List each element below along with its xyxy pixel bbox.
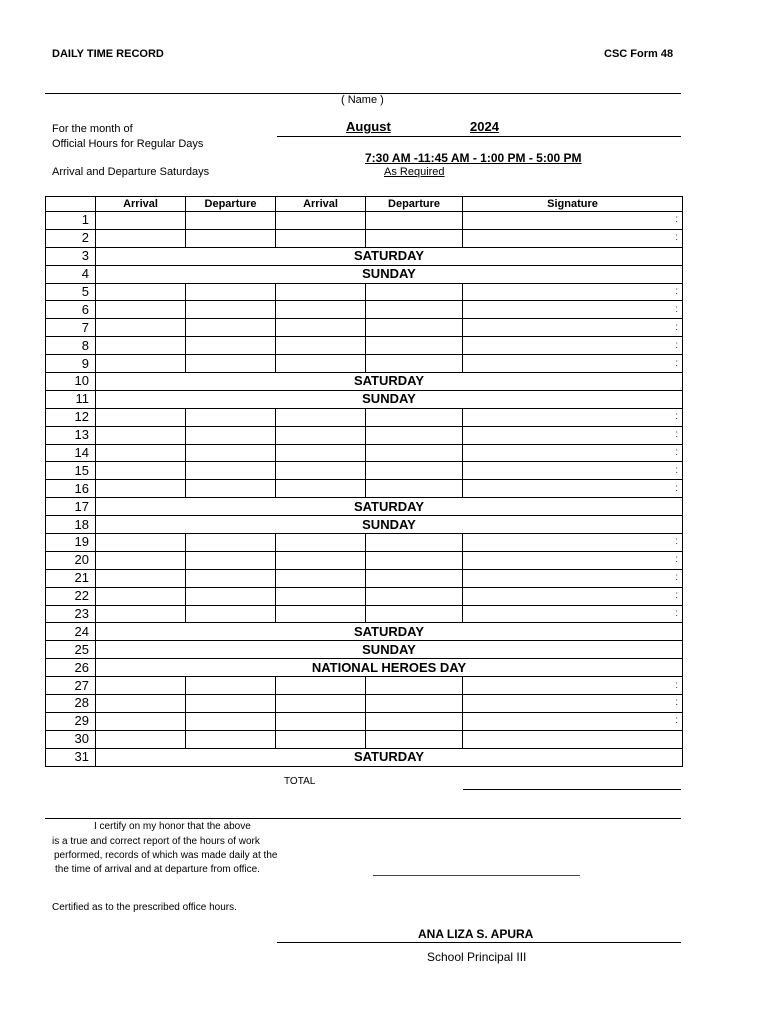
day-note: SUNDAY [96, 390, 683, 408]
pm-departure-cell[interactable] [366, 229, 463, 247]
pm-arrival-cell[interactable] [276, 462, 366, 480]
saturday-value: As Required [384, 166, 445, 178]
column-header: Departure [186, 197, 276, 212]
day-number: 15 [46, 462, 96, 480]
am-arrival-cell[interactable] [96, 587, 186, 605]
table-row [46, 587, 683, 605]
total-label: TOTAL [284, 776, 316, 787]
day-number: 24 [46, 623, 96, 641]
pm-arrival-cell[interactable] [276, 355, 366, 373]
am-departure-cell[interactable] [186, 605, 276, 623]
table-row [46, 319, 683, 337]
table-row [46, 748, 683, 766]
pm-arrival-cell[interactable] [276, 480, 366, 498]
pm-departure-cell[interactable] [366, 534, 463, 552]
am-departure-cell[interactable] [186, 355, 276, 373]
pm-arrival-cell[interactable] [276, 551, 366, 569]
pm-arrival-cell[interactable] [276, 444, 366, 462]
table-row [46, 480, 683, 498]
day-number: 31 [46, 748, 96, 766]
am-arrival-cell[interactable] [96, 551, 186, 569]
am-arrival-cell[interactable] [96, 695, 186, 713]
am-arrival-cell[interactable] [96, 355, 186, 373]
am-arrival-cell[interactable] [96, 730, 186, 748]
table-row [46, 283, 683, 301]
signature-cell[interactable]: : [463, 229, 683, 247]
am-arrival-cell[interactable] [96, 337, 186, 355]
table-row [46, 390, 683, 408]
column-header: Departure [366, 197, 463, 212]
column-header: Arrival [276, 197, 366, 212]
office-hours-label: Official Hours for Regular Days [52, 138, 204, 150]
pm-departure-cell[interactable] [366, 605, 463, 623]
day-number: 17 [46, 498, 96, 516]
signature-cell[interactable]: : [463, 426, 683, 444]
am-departure-cell[interactable] [186, 212, 276, 230]
am-arrival-cell[interactable] [96, 319, 186, 337]
day-number: 5 [46, 283, 96, 301]
am-departure-cell[interactable] [186, 480, 276, 498]
column-header: Arrival [96, 197, 186, 212]
day-note: SATURDAY [96, 498, 683, 516]
signature-cell[interactable]: : [463, 587, 683, 605]
pm-arrival-cell[interactable] [276, 408, 366, 426]
table-row [46, 712, 683, 730]
pm-departure-cell[interactable] [366, 212, 463, 230]
saturday-label: Arrival and Departure Saturdays [52, 166, 210, 178]
day-note: SUNDAY [96, 641, 683, 659]
signature-cell[interactable]: : [463, 534, 683, 552]
pm-arrival-cell[interactable] [276, 605, 366, 623]
am-departure-cell[interactable] [186, 444, 276, 462]
am-departure-cell[interactable] [186, 569, 276, 587]
pm-departure-cell[interactable] [366, 551, 463, 569]
am-departure-cell[interactable] [186, 551, 276, 569]
pm-departure-cell[interactable] [366, 569, 463, 587]
pm-departure-cell[interactable] [366, 408, 463, 426]
form-number: CSC Form 48 [604, 48, 674, 60]
pm-arrival-cell[interactable] [276, 229, 366, 247]
day-number: 23 [46, 605, 96, 623]
day-number: 6 [46, 301, 96, 319]
table-row [46, 301, 683, 319]
day-number: 8 [46, 337, 96, 355]
day-number: 4 [46, 265, 96, 283]
table-row [46, 373, 683, 391]
am-arrival-cell[interactable] [96, 605, 186, 623]
signature-cell[interactable]: : [463, 212, 683, 230]
table-row [46, 426, 683, 444]
day-number: 27 [46, 677, 96, 695]
pm-arrival-cell[interactable] [276, 283, 366, 301]
day-number: 3 [46, 247, 96, 265]
day-number: 28 [46, 695, 96, 713]
table-row [46, 247, 683, 265]
am-arrival-cell[interactable] [96, 408, 186, 426]
table-row [46, 534, 683, 552]
signature-cell[interactable]: : [463, 605, 683, 623]
am-departure-cell[interactable] [186, 462, 276, 480]
am-departure-cell[interactable] [186, 587, 276, 605]
day-number: 11 [46, 390, 96, 408]
table-row [46, 605, 683, 623]
signature-cell[interactable]: : [463, 444, 683, 462]
am-arrival-cell[interactable] [96, 444, 186, 462]
table-row [46, 265, 683, 283]
day-number: 20 [46, 551, 96, 569]
pm-departure-cell[interactable] [366, 301, 463, 319]
day-number: 26 [46, 659, 96, 677]
signature-cell[interactable]: : [463, 408, 683, 426]
pm-arrival-cell[interactable] [276, 677, 366, 695]
table-row [46, 408, 683, 426]
form-title: DAILY TIME RECORD [52, 48, 164, 60]
signature-cell[interactable]: : [463, 677, 683, 695]
am-departure-cell[interactable] [186, 677, 276, 695]
table-row [46, 623, 683, 641]
pm-departure-cell[interactable] [366, 480, 463, 498]
day-note: NATIONAL HEROES DAY [96, 659, 683, 677]
am-arrival-cell[interactable] [96, 712, 186, 730]
pm-departure-cell[interactable] [366, 712, 463, 730]
day-number: 21 [46, 569, 96, 587]
pm-arrival-cell[interactable] [276, 534, 366, 552]
am-departure-cell[interactable] [186, 229, 276, 247]
signature-cell[interactable]: : [463, 283, 683, 301]
pm-departure-cell[interactable] [366, 730, 463, 748]
am-arrival-cell[interactable] [96, 212, 186, 230]
am-arrival-cell[interactable] [96, 534, 186, 552]
certification-divider [45, 818, 681, 819]
signatory-position: School Principal III [427, 950, 527, 964]
am-arrival-cell[interactable] [96, 462, 186, 480]
month-value: August [346, 119, 391, 134]
pm-departure-cell[interactable] [366, 426, 463, 444]
signature-cell[interactable]: : [463, 551, 683, 569]
am-departure-cell[interactable] [186, 337, 276, 355]
day-number: 10 [46, 373, 96, 391]
table-row [46, 229, 683, 247]
day-note: SATURDAY [96, 373, 683, 391]
am-arrival-cell[interactable] [96, 569, 186, 587]
table-header-row [46, 197, 683, 212]
pm-arrival-cell[interactable] [276, 730, 366, 748]
table-row [46, 462, 683, 480]
day-number: 7 [46, 319, 96, 337]
am-arrival-cell[interactable] [96, 480, 186, 498]
name-caption: ( Name ) [341, 94, 384, 106]
signatory-name: ANA LIZA S. APURA [418, 927, 534, 941]
table-row [46, 498, 683, 516]
day-note: SUNDAY [96, 516, 683, 534]
certification-line-2: is a true and correct report of the hours of work [52, 836, 260, 847]
verified-statement: Certified as to the prescribed office hours. [52, 902, 237, 913]
am-departure-cell[interactable] [186, 426, 276, 444]
signatory-line [277, 942, 681, 943]
table-row [46, 695, 683, 713]
day-column-header [46, 197, 96, 212]
am-arrival-cell[interactable] [96, 283, 186, 301]
pm-departure-cell[interactable] [366, 319, 463, 337]
pm-departure-cell[interactable] [366, 677, 463, 695]
day-number: 22 [46, 587, 96, 605]
day-number: 9 [46, 355, 96, 373]
table-row [46, 444, 683, 462]
pm-arrival-cell[interactable] [276, 212, 366, 230]
day-number: 18 [46, 516, 96, 534]
signature-cell[interactable]: : [463, 480, 683, 498]
day-note: SUNDAY [96, 265, 683, 283]
pm-departure-cell[interactable] [366, 337, 463, 355]
certification-line-1: I certify on my honor that the above [94, 821, 251, 832]
pm-arrival-cell[interactable] [276, 426, 366, 444]
signature-cell[interactable]: : [463, 695, 683, 713]
day-note: SATURDAY [96, 247, 683, 265]
day-number: 2 [46, 229, 96, 247]
table-row [46, 659, 683, 677]
pm-departure-cell[interactable] [366, 462, 463, 480]
am-arrival-cell[interactable] [96, 426, 186, 444]
total-line [463, 789, 681, 790]
pm-departure-cell[interactable] [366, 587, 463, 605]
day-note: SATURDAY [96, 623, 683, 641]
am-departure-cell[interactable] [186, 730, 276, 748]
am-departure-cell[interactable] [186, 283, 276, 301]
certification-line-4: the time of arrival and at departure from office. [55, 864, 260, 875]
pm-arrival-cell[interactable] [276, 695, 366, 713]
day-note: SATURDAY [96, 748, 683, 766]
day-number: 30 [46, 730, 96, 748]
am-arrival-cell[interactable] [96, 229, 186, 247]
table-row [46, 641, 683, 659]
signature-cell[interactable]: : [463, 462, 683, 480]
pm-departure-cell[interactable] [366, 444, 463, 462]
day-number: 1 [46, 212, 96, 230]
table-row [46, 355, 683, 373]
month-label: For the month of [52, 123, 133, 135]
day-number: 14 [46, 444, 96, 462]
day-number: 13 [46, 426, 96, 444]
month-line [277, 136, 681, 137]
pm-arrival-cell[interactable] [276, 569, 366, 587]
pm-departure-cell[interactable] [366, 695, 463, 713]
day-number: 29 [46, 712, 96, 730]
pm-arrival-cell[interactable] [276, 301, 366, 319]
signature-cell[interactable]: : [463, 301, 683, 319]
table-row [46, 677, 683, 695]
table-row [46, 337, 683, 355]
column-header: Signature [463, 197, 683, 212]
pm-departure-cell[interactable] [366, 283, 463, 301]
am-departure-cell[interactable] [186, 695, 276, 713]
table-row [46, 212, 683, 230]
year-value: 2024 [470, 119, 499, 134]
signature-cell[interactable]: : [463, 319, 683, 337]
day-number: 19 [46, 534, 96, 552]
time-record-table [45, 196, 683, 767]
day-number: 25 [46, 641, 96, 659]
signature-cell[interactable]: : [463, 355, 683, 373]
am-departure-cell[interactable] [186, 534, 276, 552]
pm-arrival-cell[interactable] [276, 712, 366, 730]
pm-arrival-cell[interactable] [276, 587, 366, 605]
am-arrival-cell[interactable] [96, 677, 186, 695]
signature-cell[interactable]: : [463, 337, 683, 355]
am-departure-cell[interactable] [186, 712, 276, 730]
pm-departure-cell[interactable] [366, 355, 463, 373]
am-departure-cell[interactable] [186, 319, 276, 337]
day-number: 12 [46, 408, 96, 426]
table-row [46, 730, 683, 748]
am-arrival-cell[interactable] [96, 301, 186, 319]
am-departure-cell[interactable] [186, 301, 276, 319]
signature-cell[interactable]: : [463, 569, 683, 587]
office-hours-value: 7:30 AM -11:45 AM - 1:00 PM - 5:00 PM [365, 151, 582, 165]
pm-arrival-cell[interactable] [276, 319, 366, 337]
table-row [46, 551, 683, 569]
table-row [46, 569, 683, 587]
pm-arrival-cell[interactable] [276, 337, 366, 355]
certification-line-3: performed, records of which was made daily at the [54, 850, 278, 861]
signature-cell[interactable] [463, 730, 683, 748]
am-departure-cell[interactable] [186, 408, 276, 426]
table-row [46, 516, 683, 534]
signature-cell[interactable]: : [463, 712, 683, 730]
day-number: 16 [46, 480, 96, 498]
employee-signature-line [373, 875, 580, 876]
